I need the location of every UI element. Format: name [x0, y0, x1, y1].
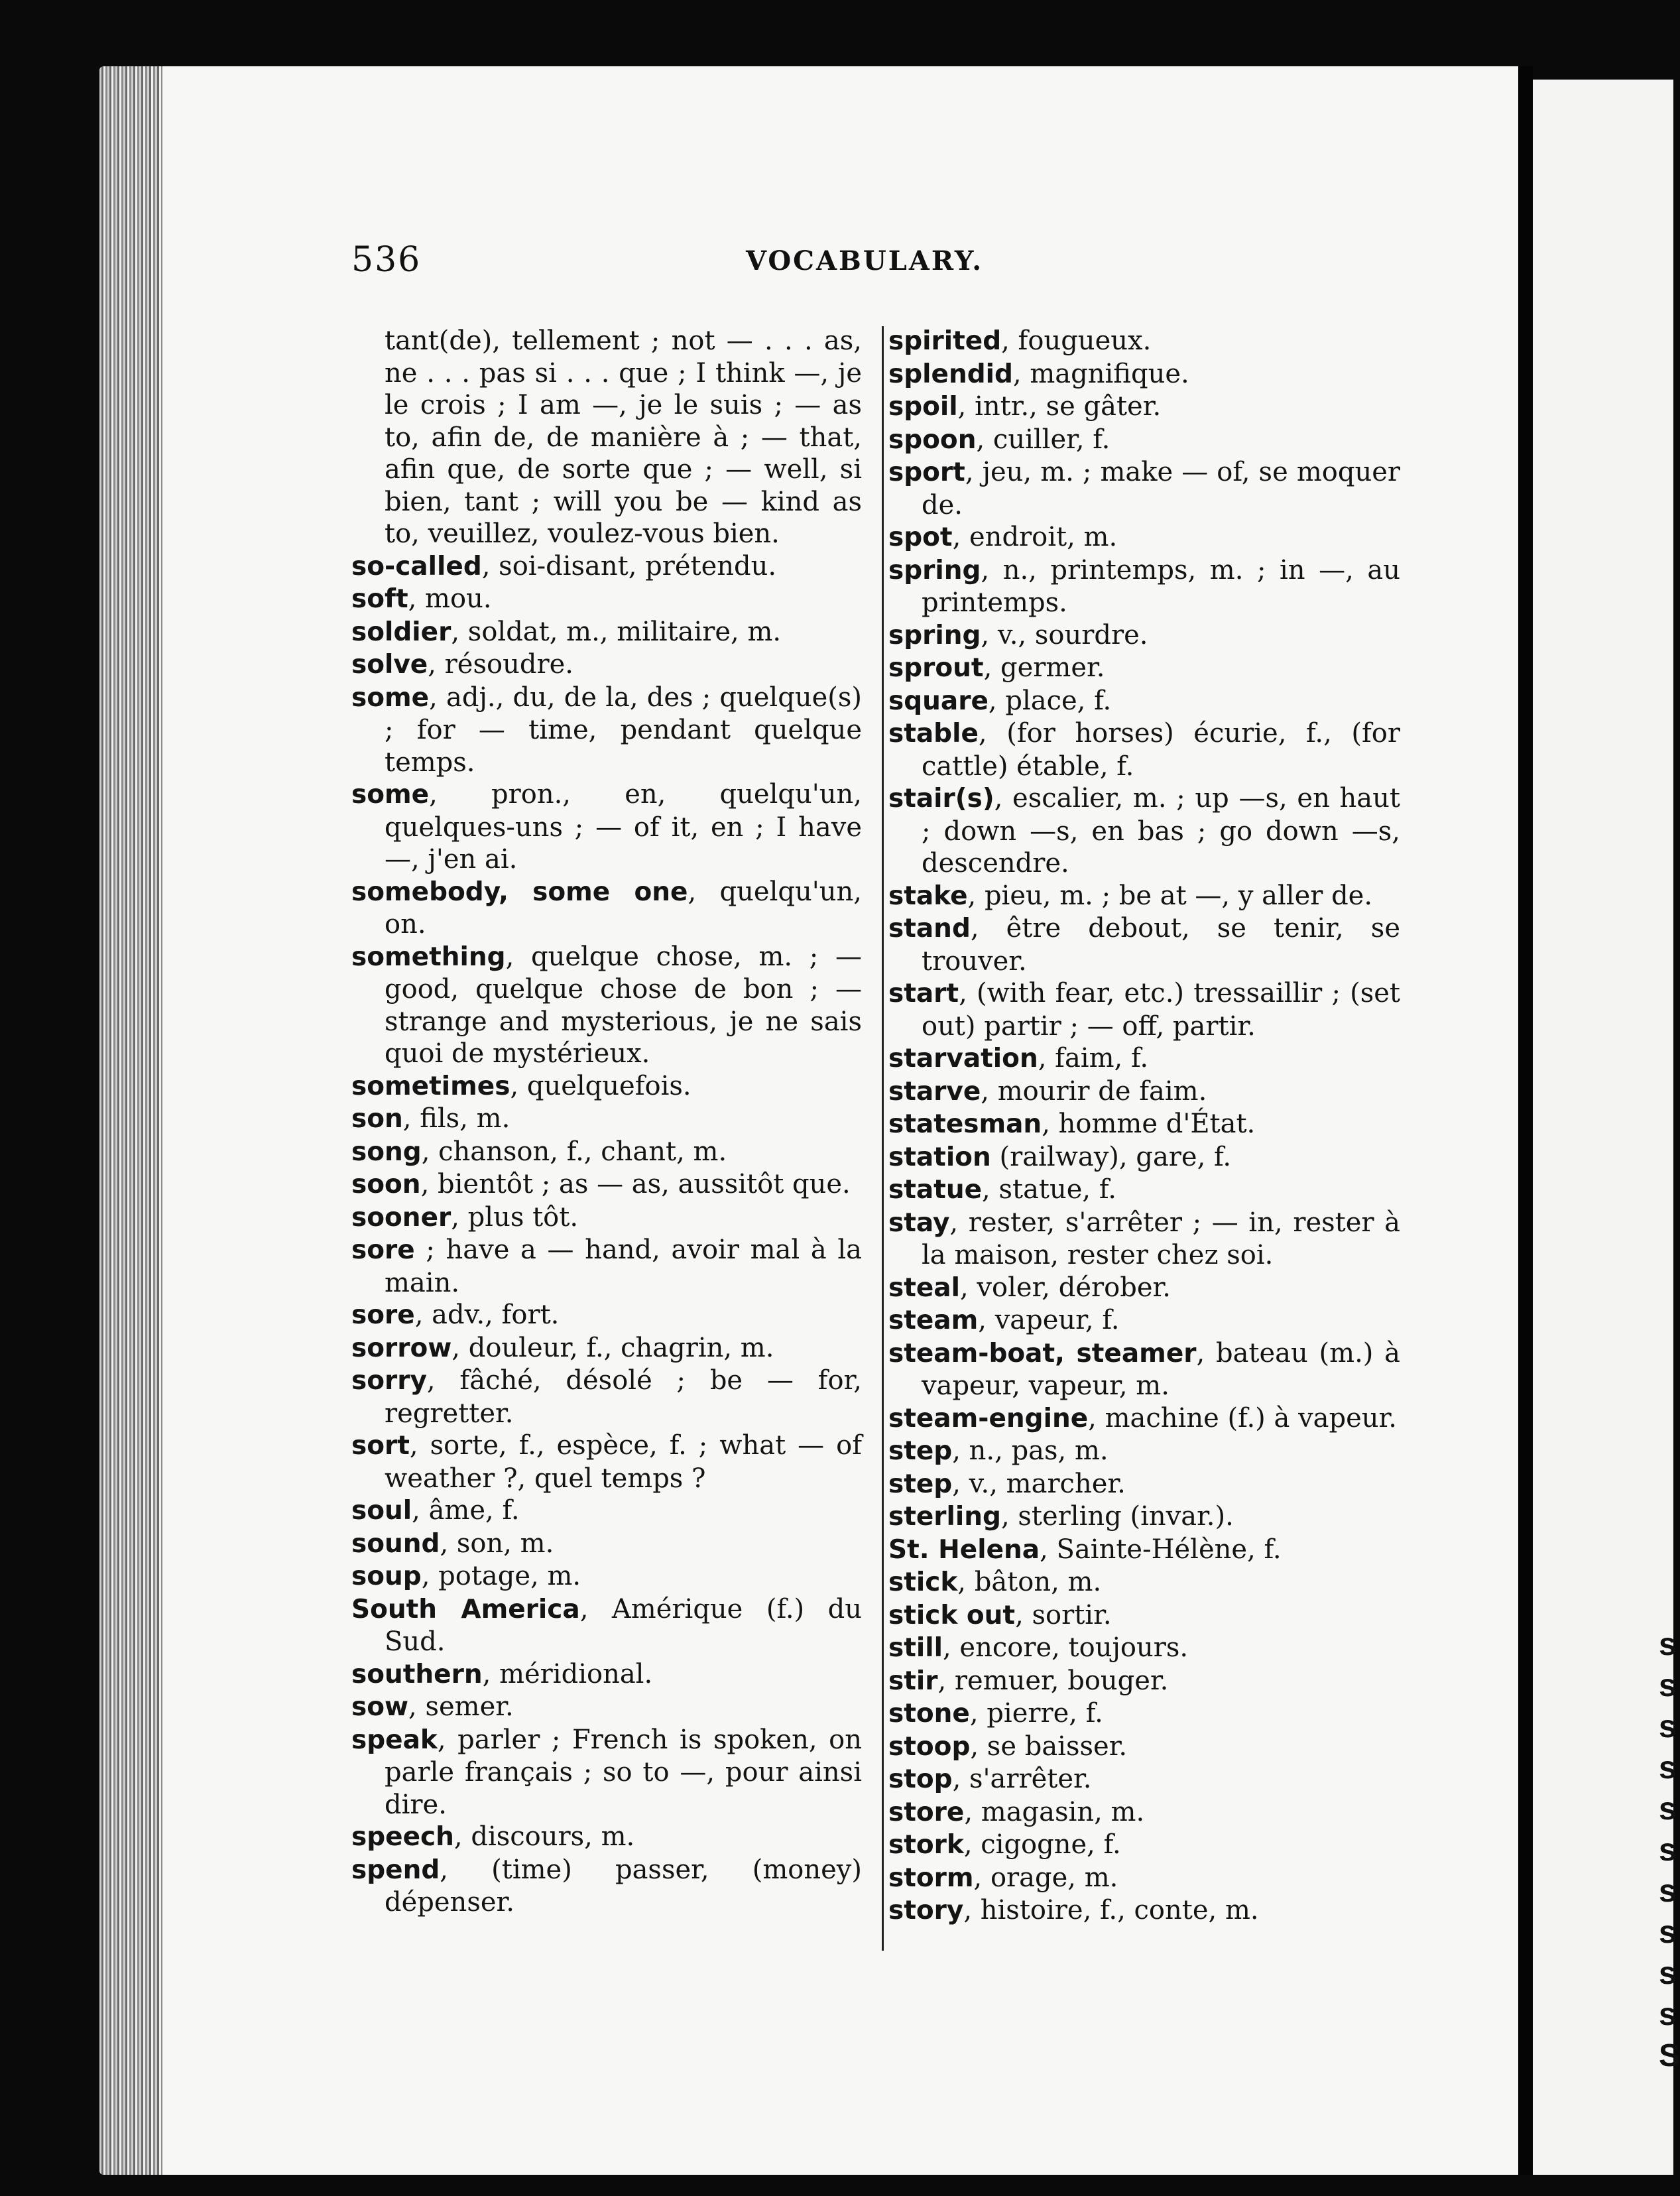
entry-translation: , remuer, bouger.	[937, 1665, 1169, 1696]
entry-translation: , fougueux.	[1001, 326, 1152, 356]
entry-headword: soft	[351, 584, 408, 614]
entry-headword: storm	[888, 1862, 974, 1893]
entry-translation: , quelque chose, m. ; — good, quelque chose de bon ; — strange and mysterious, je ne sais quoi de mystérieux.	[385, 941, 862, 1069]
entry-headword: sore	[351, 1235, 415, 1265]
entry-headword: soldier	[351, 617, 451, 647]
entry-translation: , Sainte-Hélène, f.	[1040, 1534, 1282, 1565]
dictionary-entry	[351, 1658, 862, 1691]
dictionary-entry	[351, 648, 862, 682]
dictionary-entry	[351, 1332, 862, 1365]
dictionary-entry	[351, 1560, 862, 1593]
entry-translation: ; have a — hand, avoir mal à la main.	[385, 1235, 862, 1298]
entry-headword: something	[351, 942, 506, 972]
entry-headword: start	[888, 979, 959, 1008]
facing-page-edge	[1533, 80, 1680, 2175]
dictionary-entry	[888, 1829, 1400, 1862]
entry-headword: St. Helena	[888, 1534, 1040, 1565]
entry-translation: , soi-disant, prétendu.	[481, 550, 777, 581]
dictionary-entry	[888, 1697, 1400, 1731]
entry-headword: spoil	[888, 392, 958, 422]
entry-translation: , place, f.	[988, 685, 1112, 716]
entry-headword: sprout	[888, 653, 984, 683]
dictionary-entry	[888, 880, 1400, 913]
entry-translation: , (with fear, etc.) tressaillir ; (set out) partir ; — off, partir.	[922, 978, 1400, 1042]
entry-translation: , germer.	[983, 652, 1105, 683]
dictionary-entry	[888, 1731, 1400, 1764]
dictionary-entry	[351, 778, 862, 876]
facing-page-fragments	[1659, 1624, 1680, 2077]
entry-translation: , magnifique.	[1012, 358, 1189, 389]
facing-page-letter: s	[1659, 1709, 1677, 1744]
entry-translation: , se baisser.	[970, 1731, 1128, 1762]
entry-headword: sorrow	[351, 1333, 452, 1363]
entry-headword: sound	[351, 1528, 440, 1559]
entry-translation: , soldat, m., militaire, m.	[451, 616, 782, 647]
dictionary-entry	[351, 616, 862, 649]
entry-translation: , rester, s'arrêter ; — in, rester à la maison, rester chez soi.	[922, 1207, 1400, 1270]
entry-headword: sow	[351, 1692, 409, 1722]
dictionary-entry	[888, 619, 1400, 652]
dictionary-entry	[888, 1894, 1400, 1927]
entry-translation: , chanson, f., chant, m.	[421, 1136, 727, 1167]
dictionary-entry	[888, 325, 1400, 358]
facing-page-letter: s	[1659, 1668, 1677, 1703]
running-head: VOCABULARY.	[746, 245, 984, 276]
entry-translation: , escalier, m. ; up —s, en haut ; down —s, en bas ; go down —s, descendre.	[922, 783, 1400, 879]
entry-headword: spoon	[888, 424, 977, 455]
dictionary-entry	[351, 1430, 862, 1494]
dictionary-entry	[888, 652, 1400, 685]
entry-translation: , fâché, désolé ; be — for, regretter.	[385, 1365, 862, 1429]
dictionary-entry	[351, 1136, 862, 1169]
entry-translation: , faim, f.	[1038, 1043, 1149, 1073]
entry-translation: , machine (f.) à vapeur.	[1088, 1402, 1397, 1433]
book-gutter	[1518, 66, 1533, 2175]
entry-headword: stair(s)	[888, 784, 994, 814]
entry-headword: story	[888, 1896, 964, 1925]
dictionary-entry	[351, 1299, 862, 1332]
dictionary-entry	[351, 1201, 862, 1235]
facing-page-letter: s	[1659, 1874, 1677, 1909]
right-column	[888, 325, 1400, 1927]
entry-headword: stake	[888, 881, 968, 911]
entry-headword: stay	[888, 1207, 950, 1238]
dictionary-entry	[888, 1566, 1400, 1599]
dictionary-entry	[888, 977, 1400, 1042]
dictionary-entry	[351, 550, 862, 583]
dictionary-entry	[351, 1365, 862, 1430]
entry-translation: , vapeur, f.	[978, 1305, 1120, 1335]
entry-translation: , bâton, m.	[957, 1567, 1102, 1597]
facing-page-letter: s	[1659, 1627, 1677, 1662]
entry-headword: some	[351, 682, 430, 713]
entry-translation: , méridional.	[482, 1658, 653, 1689]
entry-headword: statue	[888, 1175, 983, 1205]
dictionary-entry	[351, 876, 862, 941]
entry-headword: statesman	[888, 1109, 1042, 1139]
entry-translation: , adj., du, de la, des ; quelque(s) ; for — time, pendant quelque temps.	[385, 682, 862, 778]
dictionary-entry	[888, 424, 1400, 457]
entry-translation: , mourir de faim.	[981, 1075, 1207, 1107]
entry-headword: spring	[888, 555, 981, 585]
entry-headword: store	[888, 1797, 965, 1827]
dictionary-entry	[888, 1435, 1400, 1468]
dictionary-entry	[351, 941, 862, 1070]
dictionary-entry	[351, 583, 862, 616]
dictionary-entry	[351, 325, 862, 550]
entry-headword: solve	[351, 650, 428, 680]
entry-headword: spend	[351, 1855, 440, 1885]
facing-page-letter: S	[1659, 2038, 1680, 2073]
facing-page-letter: s	[1659, 1750, 1677, 1786]
facing-page-letter: s	[1659, 1833, 1677, 1868]
dictionary-entry	[351, 1528, 862, 1561]
entry-translation: , intr., se gâter.	[957, 391, 1162, 422]
dictionary-entry	[351, 682, 862, 779]
dictionary-entry	[888, 1500, 1400, 1534]
entry-translation: , cuiller, f.	[976, 424, 1110, 455]
entry-translation: , pierre, f.	[969, 1698, 1103, 1729]
entry-headword: song	[351, 1136, 422, 1167]
entry-translation: , cigogne, f.	[963, 1829, 1121, 1860]
dictionary-entry	[351, 1234, 862, 1299]
scan-border	[0, 2175, 1673, 2196]
dictionary-entry	[888, 1042, 1400, 1075]
entry-headword: stick	[888, 1567, 958, 1597]
entry-headword: spot	[888, 522, 953, 552]
entry-translation: , sterling (invar.).	[1000, 1501, 1234, 1532]
entry-headword: steam-boat, steamer	[888, 1338, 1197, 1369]
entry-translation: , pron., en, quelqu'un, quelques-uns ; — of it, en ; I have —, j'en ai.	[385, 779, 862, 875]
entry-translation: , s'arrêter.	[952, 1764, 1092, 1794]
entry-translation: , jeu, m. ; make — of, se moquer de.	[922, 457, 1400, 520]
book-page-edges	[99, 66, 169, 2175]
entry-translation: , fils, m.	[402, 1103, 510, 1134]
dictionary-entry	[888, 1665, 1400, 1698]
dictionary-entry	[888, 685, 1400, 718]
entry-headword: stone	[888, 1699, 970, 1729]
page-number: 536	[351, 240, 422, 280]
entry-headword: still	[888, 1633, 943, 1663]
entry-headword: soup	[351, 1561, 422, 1591]
dictionary-entry	[888, 1207, 1400, 1272]
dictionary-entry	[351, 1724, 862, 1821]
dictionary-entry	[351, 1168, 862, 1201]
dictionary-entry	[888, 782, 1400, 880]
entry-translation: , v., sourdre.	[981, 619, 1148, 650]
entry-headword: sort	[351, 1431, 410, 1461]
dictionary-entry	[888, 1174, 1400, 1207]
entry-headword: some	[351, 780, 430, 810]
dictionary-entry	[351, 1593, 862, 1658]
entry-headword: stick out	[888, 1600, 1016, 1630]
dictionary-entry	[888, 1763, 1400, 1796]
entry-headword: stop	[888, 1764, 953, 1794]
dictionary-entry	[888, 1272, 1400, 1305]
entry-headword: stoop	[888, 1731, 971, 1762]
dictionary-entry	[888, 391, 1400, 424]
entry-translation: , pieu, m. ; be at —, y aller de.	[967, 880, 1373, 911]
entry-headword: stable	[888, 719, 979, 749]
entry-translation: , (for horses) écurie, f., (for cattle) étable, f.	[922, 718, 1400, 782]
dictionary-entry	[888, 1632, 1400, 1665]
entry-headword: sterling	[888, 1502, 1001, 1532]
entry-translation: , potage, m.	[421, 1561, 581, 1591]
entry-translation: , orage, m.	[973, 1862, 1118, 1893]
entry-headword: steam-engine	[888, 1403, 1089, 1433]
entry-headword: step	[888, 1469, 953, 1499]
dictionary-entry	[888, 1862, 1400, 1895]
dictionary-entry	[888, 1304, 1400, 1337]
dictionary-entry	[888, 1468, 1400, 1501]
entry-headword: southern	[351, 1659, 483, 1689]
column-rule	[882, 326, 884, 1951]
entry-headword: speech	[351, 1822, 454, 1852]
dictionary-entry	[888, 554, 1400, 619]
entry-translation: tant(de), tellement ; not — . . . as, ne . . . pas si . . . que ; I think —, je le crois ; I am —, je le suis ; — as to, afin de, de manière à ; — that, afin que, de sorte que ; — well, si bien, tant ; will you be — kind as to, veuillez, voulez-vous bien.	[385, 326, 862, 549]
entry-headword: sometimes	[351, 1071, 510, 1101]
entry-translation: , n., printemps, m. ; in —, au printemps.	[922, 554, 1400, 618]
entry-headword: square	[888, 686, 989, 716]
facing-page-letter: s	[1659, 1792, 1677, 1827]
entry-headword: soul	[351, 1496, 412, 1526]
dictionary-entry	[888, 521, 1400, 554]
entry-translation: , encore, toujours.	[942, 1632, 1189, 1663]
facing-page-letter: s	[1659, 1997, 1677, 2032]
dictionary-entry	[888, 1599, 1400, 1632]
entry-translation: (railway), gare, f.	[990, 1141, 1232, 1172]
entry-headword: sorry	[351, 1366, 427, 1396]
entry-translation: , sortir.	[1015, 1599, 1112, 1630]
dictionary-entry	[888, 1108, 1400, 1141]
entry-translation: , n., pas, m.	[952, 1435, 1109, 1466]
dictionary-entry	[888, 717, 1400, 782]
dictionary-entry	[888, 1141, 1400, 1174]
dictionary-entry	[888, 1402, 1400, 1435]
dictionary-entry	[888, 1075, 1400, 1109]
entry-headword: spirited	[888, 326, 1002, 356]
entry-headword: soon	[351, 1170, 421, 1199]
entry-translation: , discours, m.	[453, 1821, 635, 1852]
entry-headword: steal	[888, 1272, 960, 1303]
entry-translation: , homme d'État.	[1042, 1109, 1256, 1139]
facing-page-letter: s	[1659, 1915, 1677, 1950]
entry-translation: , âme, f.	[412, 1495, 520, 1526]
entry-headword: step	[888, 1436, 953, 1466]
dictionary-entry	[351, 1691, 862, 1724]
entry-translation: , quelqu'un, on.	[385, 876, 862, 940]
entry-translation: , parler ; French is spoken, on parle français ; so to —, pour ainsi dire.	[385, 1724, 862, 1820]
entry-headword: steam	[888, 1306, 979, 1335]
entry-translation: , (time) passer, (money) dépenser.	[385, 1854, 862, 1918]
entry-translation: , adv., fort.	[414, 1300, 560, 1330]
entry-headword: so-called	[351, 551, 482, 581]
entry-headword: somebody, some one	[351, 877, 688, 907]
entry-headword: stir	[888, 1666, 938, 1696]
entry-translation: , son, m.	[440, 1528, 554, 1559]
dictionary-entry	[351, 1070, 862, 1103]
facing-page-letter: s	[1659, 1956, 1677, 1991]
entry-headword: stork	[888, 1830, 964, 1860]
entry-headword: speak	[351, 1725, 438, 1755]
dictionary-entry	[351, 1854, 862, 1919]
entry-headword: starvation	[888, 1044, 1038, 1073]
entry-translation: , voler, dérober.	[960, 1272, 1171, 1303]
dictionary-entry	[888, 1534, 1400, 1567]
entry-translation: , statue, f.	[982, 1174, 1116, 1205]
entry-translation: , semer.	[408, 1691, 514, 1722]
entry-translation: , être debout, se tenir, se trouver.	[922, 913, 1400, 977]
entry-headword: sport	[888, 457, 965, 487]
entry-headword: sooner	[351, 1202, 451, 1233]
left-column	[351, 325, 862, 1919]
entry-translation: , plus tôt.	[451, 1201, 579, 1233]
dictionary-entry	[888, 456, 1400, 521]
entry-headword: spring	[888, 620, 981, 650]
entry-translation: , v., marcher.	[952, 1468, 1126, 1499]
entry-translation: , endroit, m.	[952, 522, 1118, 552]
entry-headword: station	[888, 1142, 991, 1172]
entry-headword: starve	[888, 1076, 981, 1107]
dictionary-entry	[888, 358, 1400, 391]
entry-translation: , histoire, f., conte, m.	[963, 1895, 1259, 1925]
entry-translation: , quelquefois.	[510, 1070, 691, 1101]
entry-translation: , bientôt ; as — as, aussitôt que.	[420, 1169, 851, 1199]
entry-headword: stand	[888, 914, 971, 944]
dictionary-entry	[888, 912, 1400, 977]
entry-translation: , magasin, m.	[964, 1796, 1145, 1827]
entry-translation: , sorte, f., espèce, f. ; what — of weather ?, quel temps ?	[385, 1430, 862, 1494]
dictionary-entry	[888, 1796, 1400, 1829]
entry-headword: splendid	[888, 359, 1013, 389]
entry-translation: , Amérique (f.) du Sud.	[385, 1593, 862, 1657]
entry-translation: , douleur, f., chagrin, m.	[451, 1332, 774, 1363]
entry-translation: , mou.	[408, 583, 492, 614]
entry-headword: son	[351, 1104, 403, 1134]
dictionary-entry	[351, 1103, 862, 1136]
entry-headword: sore	[351, 1300, 415, 1330]
entry-headword: South America	[351, 1594, 580, 1624]
dictionary-entry	[351, 1821, 862, 1854]
entry-translation: , bateau (m.) à vapeur, vapeur, m.	[922, 1337, 1400, 1401]
dictionary-entry	[351, 1494, 862, 1528]
dictionary-entry	[888, 1337, 1400, 1402]
entry-translation: , résoudre.	[428, 649, 573, 680]
